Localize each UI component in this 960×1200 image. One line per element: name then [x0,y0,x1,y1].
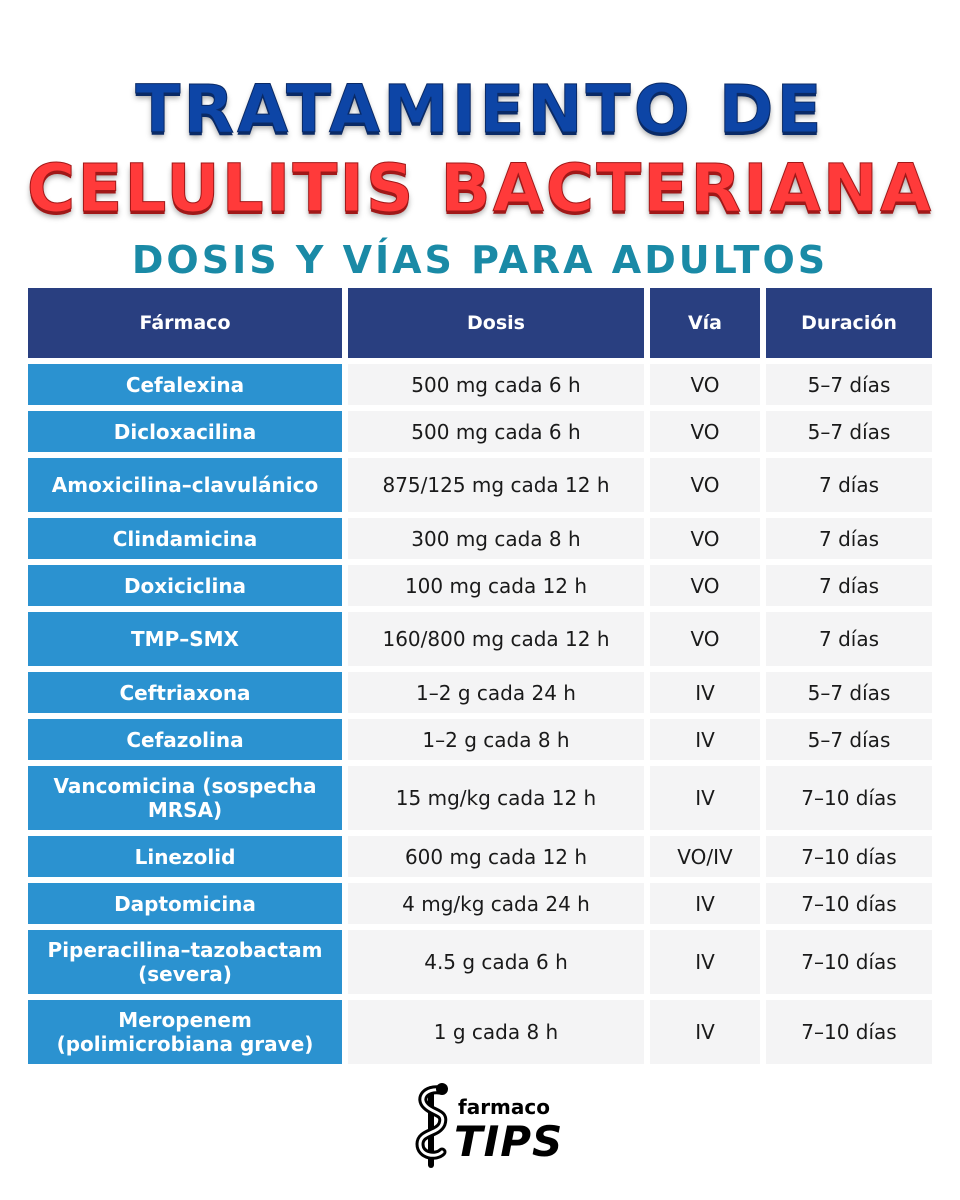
route: IV [650,883,760,924]
duration: 7 días [766,518,932,559]
duration: 7 días [766,565,932,606]
drug-name: Ceftriaxona [28,672,342,713]
route: IV [650,672,760,713]
title-line-2: CELULITIS BACTERIANA [26,150,934,227]
drug-name: Doxiciclina [28,565,342,606]
farmaco-tips-logo [410,1078,560,1170]
drug-name: Cefazolina [28,719,342,760]
drug-name: Dicloxacilina [28,411,342,452]
table-row [28,930,932,994]
header-duracion: Duración [766,288,932,358]
route: VO [650,565,760,606]
header-via: Vía [650,288,760,358]
title-line-1: TRATAMIENTO DE [135,71,825,148]
table-row [28,565,932,606]
dose: 875/125 mg cada 12 h [348,458,644,512]
route: IV [650,930,760,994]
dose: 160/800 mg cada 12 h [348,612,644,666]
route: VO [650,518,760,559]
table-row [28,364,932,405]
duration: 5–7 días [766,411,932,452]
drug-name: Piperacilina–tazobactam (severa) [28,930,342,994]
route: IV [650,719,760,760]
drug-name: Meropenem (polimicrobiana grave) [28,1000,342,1064]
table-row [28,518,932,559]
duration: 7–10 días [766,930,932,994]
dose: 1–2 g cada 24 h [348,672,644,713]
table-row [28,883,932,924]
dose: 600 mg cada 12 h [348,836,644,877]
route: VO [650,364,760,405]
duration: 7–10 días [766,883,932,924]
dose: 1–2 g cada 8 h [348,719,644,760]
table-row [28,766,932,830]
table-row [28,719,932,760]
table-row [28,836,932,877]
logo-text-farmaco: farmaco [458,1095,550,1119]
drug-name: Cefalexina [28,364,342,405]
duration: 5–7 días [766,672,932,713]
route: VO/IV [650,836,760,877]
table-row [28,411,932,452]
route: IV [650,766,760,830]
table-row [28,458,932,512]
dose: 300 mg cada 8 h [348,518,644,559]
table-row [28,672,932,713]
route: VO [650,612,760,666]
dose: 100 mg cada 12 h [348,565,644,606]
drug-name: TMP–SMX [28,612,342,666]
duration: 7 días [766,458,932,512]
route: VO [650,411,760,452]
table-row [28,612,932,666]
duration: 5–7 días [766,719,932,760]
dose: 15 mg/kg cada 12 h [348,766,644,830]
dose: 1 g cada 8 h [348,1000,644,1064]
dose: 4.5 g cada 6 h [348,930,644,994]
dose: 4 mg/kg cada 24 h [348,883,644,924]
route: VO [650,458,760,512]
header-farmaco: Fármaco [28,288,342,358]
duration: 7–10 días [766,836,932,877]
dosage-table [28,288,932,1070]
header-dosis: Dosis [348,288,644,358]
dose: 500 mg cada 6 h [348,411,644,452]
table-header-row [28,288,932,358]
dose: 500 mg cada 6 h [348,364,644,405]
duration: 7–10 días [766,1000,932,1064]
duration: 5–7 días [766,364,932,405]
logo-text-tips: TIPS [454,1117,560,1166]
route: IV [650,1000,760,1064]
duration: 7–10 días [766,766,932,830]
table-row [28,1000,932,1064]
drug-name: Vancomicina (sospecha MRSA) [28,766,342,830]
drug-name: Amoxicilina–clavulánico [28,458,342,512]
duration: 7 días [766,612,932,666]
snake-rod-icon [410,1078,560,1170]
subtitle: DOSIS Y VÍAS PARA ADULTOS [131,238,829,282]
drug-name: Clindamicina [28,518,342,559]
title-block [0,70,960,290]
drug-name: Linezolid [28,836,342,877]
drug-name: Daptomicina [28,883,342,924]
